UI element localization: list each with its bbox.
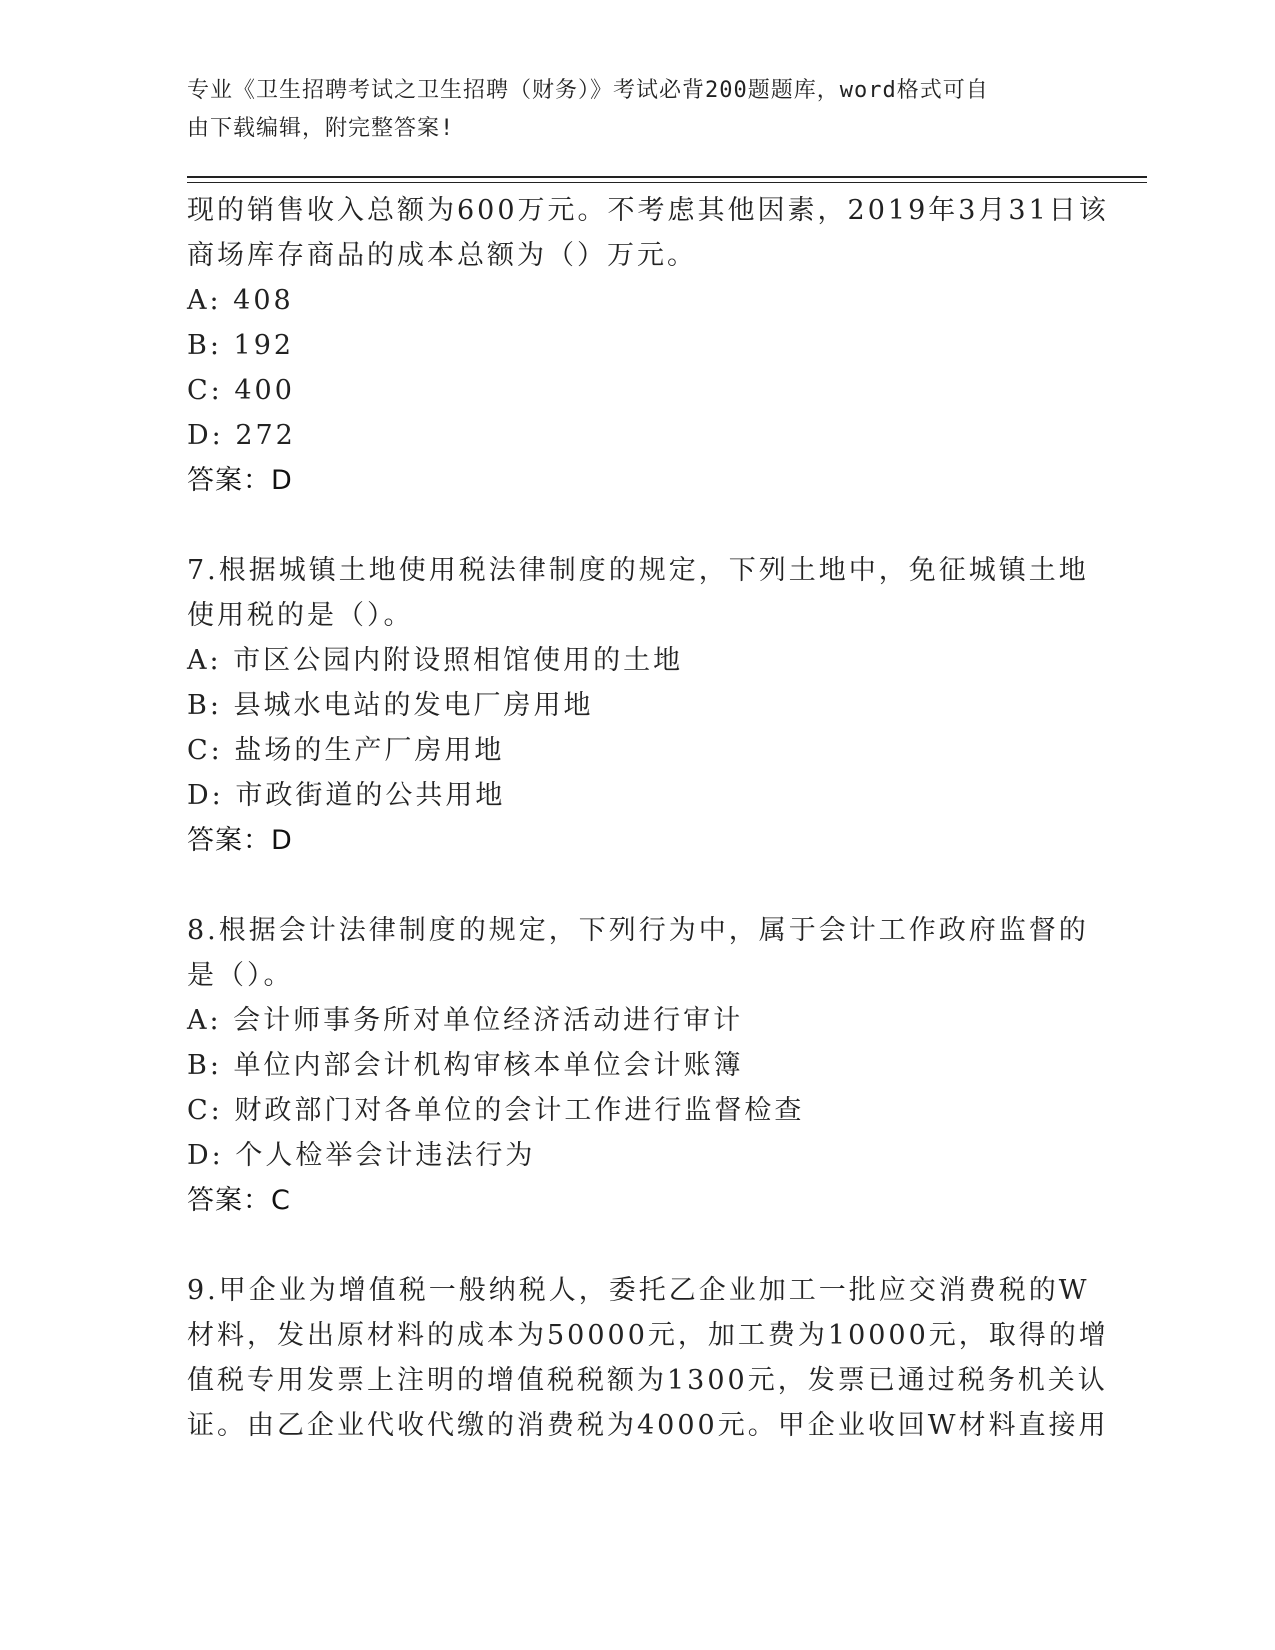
document-body (187, 188, 1109, 1448)
question-stem-line: 现的销售收入总额为600万元。不考虑其他因素，2019年3月31日该 (187, 195, 1109, 226)
header-line-1: 专业《卫生招聘考试之卫生招聘（财务）》考试必背200题题库，word格式可自 (187, 78, 989, 103)
question-6 (187, 188, 1109, 503)
question-stem-line: 使用税的是（）。 (187, 600, 414, 631)
option-d: D: 个人检举会计违法行为 (187, 1140, 536, 1171)
question-stem-line: 商场库存商品的成本总额为（）万元。 (187, 240, 697, 271)
question-stem-line: 7.根据城镇土地使用税法律制度的规定，下列土地中，免征城镇土地 (187, 555, 1089, 586)
question-stem-line: 值税专用发票上注明的增值税税额为1300元，发票已通过税务机关认 (187, 1365, 1108, 1396)
question-stem-line: 8.根据会计法律制度的规定，下列行为中，属于会计工作政府监督的 (187, 915, 1089, 946)
question-8 (187, 908, 1087, 1223)
option-a: A: 会计师事务所对单位经济活动进行审计 (187, 1005, 744, 1036)
option-c: C: 盐场的生产厂房用地 (187, 735, 505, 766)
option-b: B: 192 (187, 330, 295, 361)
option-c: C: 财政部门对各单位的会计工作进行监督检查 (187, 1095, 805, 1126)
question-stem-line: 9.甲企业为增值税一般纳税人，委托乙企业加工一批应交消费税的W (187, 1275, 1090, 1306)
header-divider-thick (187, 176, 1147, 178)
spacer (187, 1223, 1087, 1268)
spacer (187, 863, 1087, 908)
question-stem-line: 材料，发出原材料的成本为50000元，加工费为10000元，取得的增 (187, 1320, 1109, 1351)
question-7 (187, 548, 1087, 863)
answer-line: 答案：D (187, 465, 293, 496)
header-line-2: 由下载编辑，附完整答案! (187, 116, 455, 141)
option-a: A: 408 (187, 285, 294, 316)
question-stem-line: 是（）。 (187, 960, 294, 991)
answer-line: 答案：C (187, 1185, 291, 1216)
option-c: C: 400 (187, 375, 295, 406)
spacer (187, 503, 1087, 548)
header-divider-thin (187, 182, 1147, 183)
option-d: D: 272 (187, 420, 296, 451)
option-a: A: 市区公园内附设照相馆使用的土地 (187, 645, 684, 676)
document-header (187, 72, 1067, 148)
question-9 (187, 1268, 1109, 1448)
question-stem-line: 证。由乙企业代收代缴的消费税为4000元。甲企业收回W材料直接用 (187, 1410, 1109, 1441)
option-b: B: 县城水电站的发电厂房用地 (187, 690, 594, 721)
option-d: D: 市政街道的公共用地 (187, 780, 506, 811)
answer-line: 答案：D (187, 825, 293, 856)
option-b: B: 单位内部会计机构审核本单位会计账簿 (187, 1050, 744, 1081)
